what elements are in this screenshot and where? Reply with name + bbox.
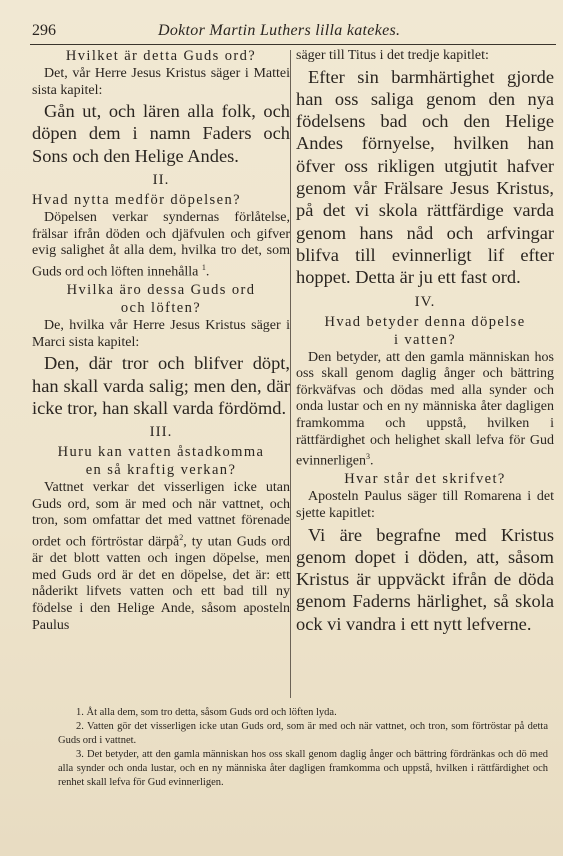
right-column <box>296 48 554 637</box>
section-number: III. <box>149 424 173 441</box>
body-paragraph: Aposteln Paulus säger till Romarena i det sjette kapitlet: <box>296 489 554 521</box>
paragraph-text: Den betyder, att den gamla människan hos oss skall genom daglig ånger och bättring förkväfvas och dödas med alla synder och onda lustar och en ny människa åter dagligen framkomma och uppstå, hvilken i rättfärdighet och helighet skall lefva för Gud evinnerligen <box>296 349 554 469</box>
question-heading-cont: i vatten? <box>393 331 457 348</box>
page-number: 296 <box>32 22 56 39</box>
question-heading-cont: och löften? <box>120 300 202 317</box>
question-heading: Hvad nytta medför döpelsen? <box>32 192 241 209</box>
footnote-marker[interactable]: 2 <box>179 532 184 542</box>
left-column <box>32 48 290 635</box>
question-heading: Huru kan vatten åstadkomma <box>57 444 265 461</box>
body-paragraph <box>296 350 554 471</box>
column-divider <box>290 50 291 698</box>
scripture-quote: Gån ut, och lären alla folk, och döpen dem i namn Faders och Sons och den Helige Andes. <box>32 101 290 166</box>
footnote: 3. Det betyder, att den gamla människan hos oss skall genom daglig ånger och bättring fördränkas och dö med alla synder och onda lustar, och en ny människa åter dagligen framkomma och uppstå, hvilken i rättfärdighet och renhet skall lefva för Gud evinnerligen. <box>58 749 548 788</box>
body-paragraph: Det, vår Herre Jesus Kristus säger i Mattei sista kapitel: <box>32 66 290 98</box>
section-number: IV. <box>414 293 436 310</box>
paragraph-end: . <box>369 453 374 469</box>
paragraph-text-cont: , ty utan Guds ord är det blott vatten och ingen döpelse, men med Guds ord är det en döpelse, det är: ett nåderikt lifvets vatten och ett bad till ny födelse i den Helige Ande, såsom aposteln Paulus <box>32 534 290 633</box>
body-paragraph <box>32 480 290 634</box>
body-paragraph <box>32 210 290 281</box>
footnote-marker[interactable]: 1 <box>201 262 206 272</box>
running-title: Doktor Martin Luthers lilla katekes. <box>158 22 401 39</box>
scripture-quote: Den, där tror och blifver döpt, han skall varda salig; men den, där icke tror, han skall varda fördömd. <box>32 353 290 418</box>
paragraph-text: Vattnet verkar det visserligen icke utan Guds ord, som är med och när vattnet, och tron, som omfattar det med vattnet förenade ordet och förtröstar därpå <box>32 480 290 550</box>
body-paragraph: säger till Titus i det tredje kapitlet: <box>296 48 489 63</box>
footnote: 2. Vatten gör det visserligen icke utan Guds ord, som är med och när vattnet, och tron, som förtröstar på detta Guds ord i vattnet. <box>58 721 548 746</box>
scripture-quote: Efter sin barmhärtighet gjorde han oss saliga genom den nya födelsens bad och den Helige Andes förnyelse, hvilken han öfver oss rikligen utgjutit hafver genom vår Frälsare Jesus Kristus, på det vi skola rättfärdige varda genom hans nåd och arfvingar blifva till evinnerligt lif efter hoppet. Detta är ju ett fast ord. <box>296 66 554 288</box>
footnotes <box>58 706 548 790</box>
question-heading: Hvad betyder denna döpelse <box>324 313 526 330</box>
paragraph-text: Döpelsen verkar syndernas förlåtelse, frälsar ifrån döden och djäfvulen och gifver evig salighet åt alla dem, hvilka tro det, som Guds ord och löften innehålla <box>32 210 290 280</box>
footnote: 1. Åt alla dem, som tro detta, såsom Guds ord och löften lyda. <box>76 707 337 718</box>
scripture-quote: Vi äre begrafne med Kristus genom dopet i döden, att, såsom Kristus är uppväckt ifrån de döda genom Faderns härlighet, så skola ock vi vandra i ett nytt lefverne. <box>296 524 554 634</box>
page-header <box>32 22 552 44</box>
section-number: II. <box>152 172 170 189</box>
question-heading: Hvilket är detta Guds ord? <box>65 48 257 64</box>
paragraph-end: . <box>205 264 210 280</box>
question-heading: Hvilka äro dessa Guds ord <box>66 282 256 299</box>
question-heading: Hvar står det skrifvet? <box>344 471 506 488</box>
question-heading-cont: en så kraftig verkan? <box>85 462 237 479</box>
footnote-marker[interactable]: 3 <box>365 452 370 462</box>
body-paragraph: De, hvilka vår Herre Jesus Kristus säger i Marci sista kapitel: <box>32 318 290 350</box>
header-rule <box>30 44 556 45</box>
